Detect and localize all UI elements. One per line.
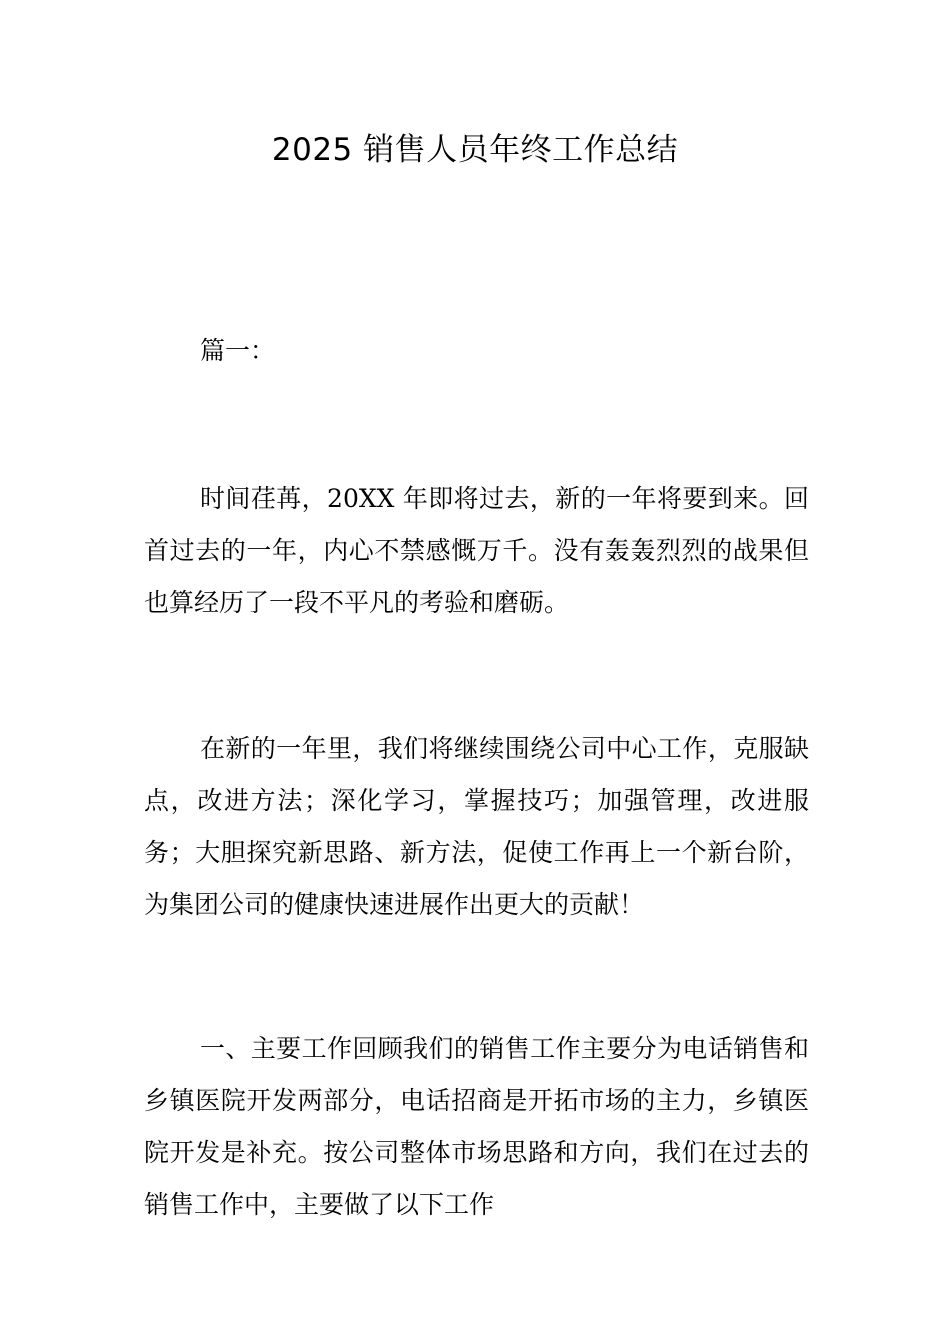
- document-title: 2025 销售人员年终工作总结: [271, 132, 679, 168]
- paragraph-new-year-plan: 在新的一年里，我们将继续围绕公司中心工作，克服缺点，改进方法；深化学习，掌握技巧；加强管理，改进服务；大胆探究新思路、新方法，促使工作再上一个新台阶，为集团公司的健康快速进展作出更大的贡献！: [144, 734, 809, 919]
- section-label: 篇一：: [200, 336, 276, 365]
- paragraph-work-review: 一、主要工作回顾我们的销售工作主要分为电话销售和乡镇医院开发两部分，电话招商是开拓市场的主力，乡镇医院开发是补充。按公司整体市场思路和方向，我们在过去的销售工作中，主要做了以下工作: [144, 1034, 809, 1219]
- paragraph-intro: 时间荏苒，20XX 年即将过去，新的一年将要到来。回首过去的一年，内心不禁感慨万千。没有轰轰烈烈的战果但也算经历了一段不平凡的考验和磨砺。: [144, 484, 809, 617]
